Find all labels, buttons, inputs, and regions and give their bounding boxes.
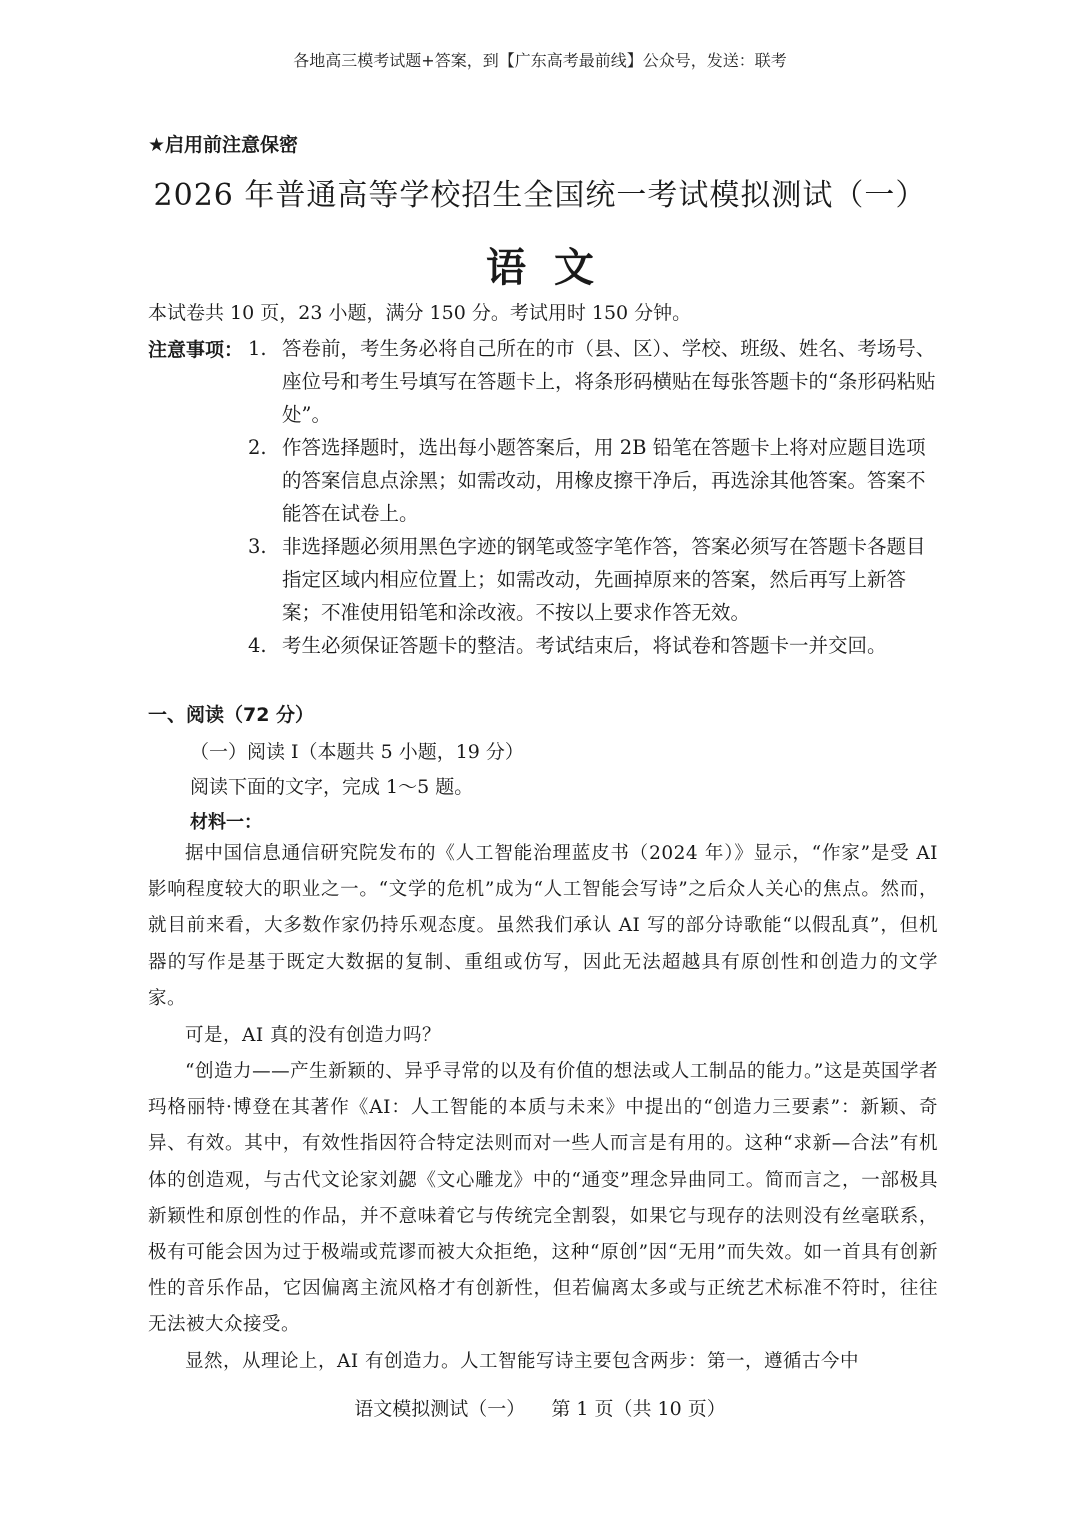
exam-title: 2026 年普通高等学校招生全国统一考试模拟测试（一） — [153, 178, 927, 213]
footer-subject: 语文模拟测试（一） — [354, 1398, 526, 1420]
note-item-1 — [248, 332, 938, 431]
page-footer — [0, 1394, 1080, 1421]
material-label: 材料一： — [190, 812, 262, 833]
note-text: 作答选择题时，选出每小题答案后，用 2B 铅笔在答题卡上将对应题目选项的答案信息点涂黑；如需改动，用橡皮擦干净后，再选涂其他答案。答案不能答在试卷上。 — [282, 436, 926, 525]
paragraph-2: 可是，AI 真的没有创造力吗？ — [185, 1025, 442, 1046]
reading-instruction: 阅读下面的文字，完成 1～5 题。 — [190, 776, 474, 798]
paragraph-3: “创造力——产生新颖的、异乎寻常的以及有价值的想法或人工制品的能力。”这是英国学者玛格丽特·博登在其著作《AI：人工智能的本质与未来》中提出的“创造力三要素”：新颖、奇异、有效。其中，有效性指因符合特定法则而对一些人而言是有用的。这种“求新—合法”有机体的创造观，与古代文论家刘勰《文心雕龙》中的“通变”理念异曲同工。简而言之，一部极具新颖性和原创性的作品，并不意味着它与传统完全割裂，如果它与现存的法则没有丝毫联系，极有可能会因为过于极端或荒谬而被大众拒绝，这种“原创”因“无用”而失效。如一首具有创新性的音乐作品，它因偏离主流风格才有创新性，但若偏离太多或与正统艺术标准不符时，往往无法被大众接受。 — [148, 1061, 938, 1336]
paragraph-1: 据中国信息通信研究院发布的《人工智能治理蓝皮书（2024 年）》显示，“作家”是受 AI 影响程度较大的职业之一。“文学的危机”成为“人工智能会写诗”之后众人关心的焦点。然而，就目前来看，大多数作家仍持乐观态度。虽然我们承认 AI 写的部分诗歌能“以假乱真”，但机器的写作是基于既定大数据的复制、重组或仿写，因此无法超越具有原创性和创造力的文学家。 — [148, 843, 938, 1009]
notes-label: 注意事项： — [148, 339, 244, 361]
note-number: 2. — [248, 436, 267, 459]
note-text: 考生必须保证答题卡的整洁。考试结束后，将试卷和答题卡一并交回。 — [282, 634, 887, 657]
subject-title: 语文 — [486, 245, 622, 291]
footer-page-number: 第 1 页（共 10 页） — [551, 1398, 726, 1420]
note-number: 1. — [248, 337, 267, 360]
note-text: 非选择题必须用黑色字迹的钢笔或签字笔作答，答案必须写在答题卡各题目指定区域内相应位置上；如需改动，先画掉原来的答案，然后再写上新答案；不准使用铅笔和涂改液。不按以上要求作答无效。 — [282, 535, 926, 624]
confidential-label: ★启用前注意保密 — [148, 134, 299, 156]
note-text: 答卷前，考生务必将自己所在的市（县、区）、学校、班级、姓名、考场号、座位号和考生号填写在答题卡上，将条形码横贴在每张答题卡的“条形码粘贴处”。 — [282, 337, 936, 426]
note-number: 3. — [248, 535, 267, 558]
section-title: 一、阅读（72 分） — [148, 704, 315, 726]
exam-info: 本试卷共 10 页，23 小题，满分 150 分。考试用时 150 分钟。 — [148, 302, 692, 324]
note-item-3 — [248, 530, 938, 629]
paragraph-4: 显然，从理论上，AI 有创造力。人工智能写诗主要包含两步：第一，遵循古今中 — [185, 1351, 860, 1372]
note-item-4 — [248, 629, 938, 662]
subsection-title: （一）阅读 I（本题共 5 小题，19 分） — [190, 741, 524, 763]
header-notice: 各地高三模考试题+答案，到【广东高考最前线】公众号，发送：联考 — [293, 51, 787, 70]
note-item-2 — [248, 431, 938, 530]
note-number: 4. — [248, 634, 267, 657]
